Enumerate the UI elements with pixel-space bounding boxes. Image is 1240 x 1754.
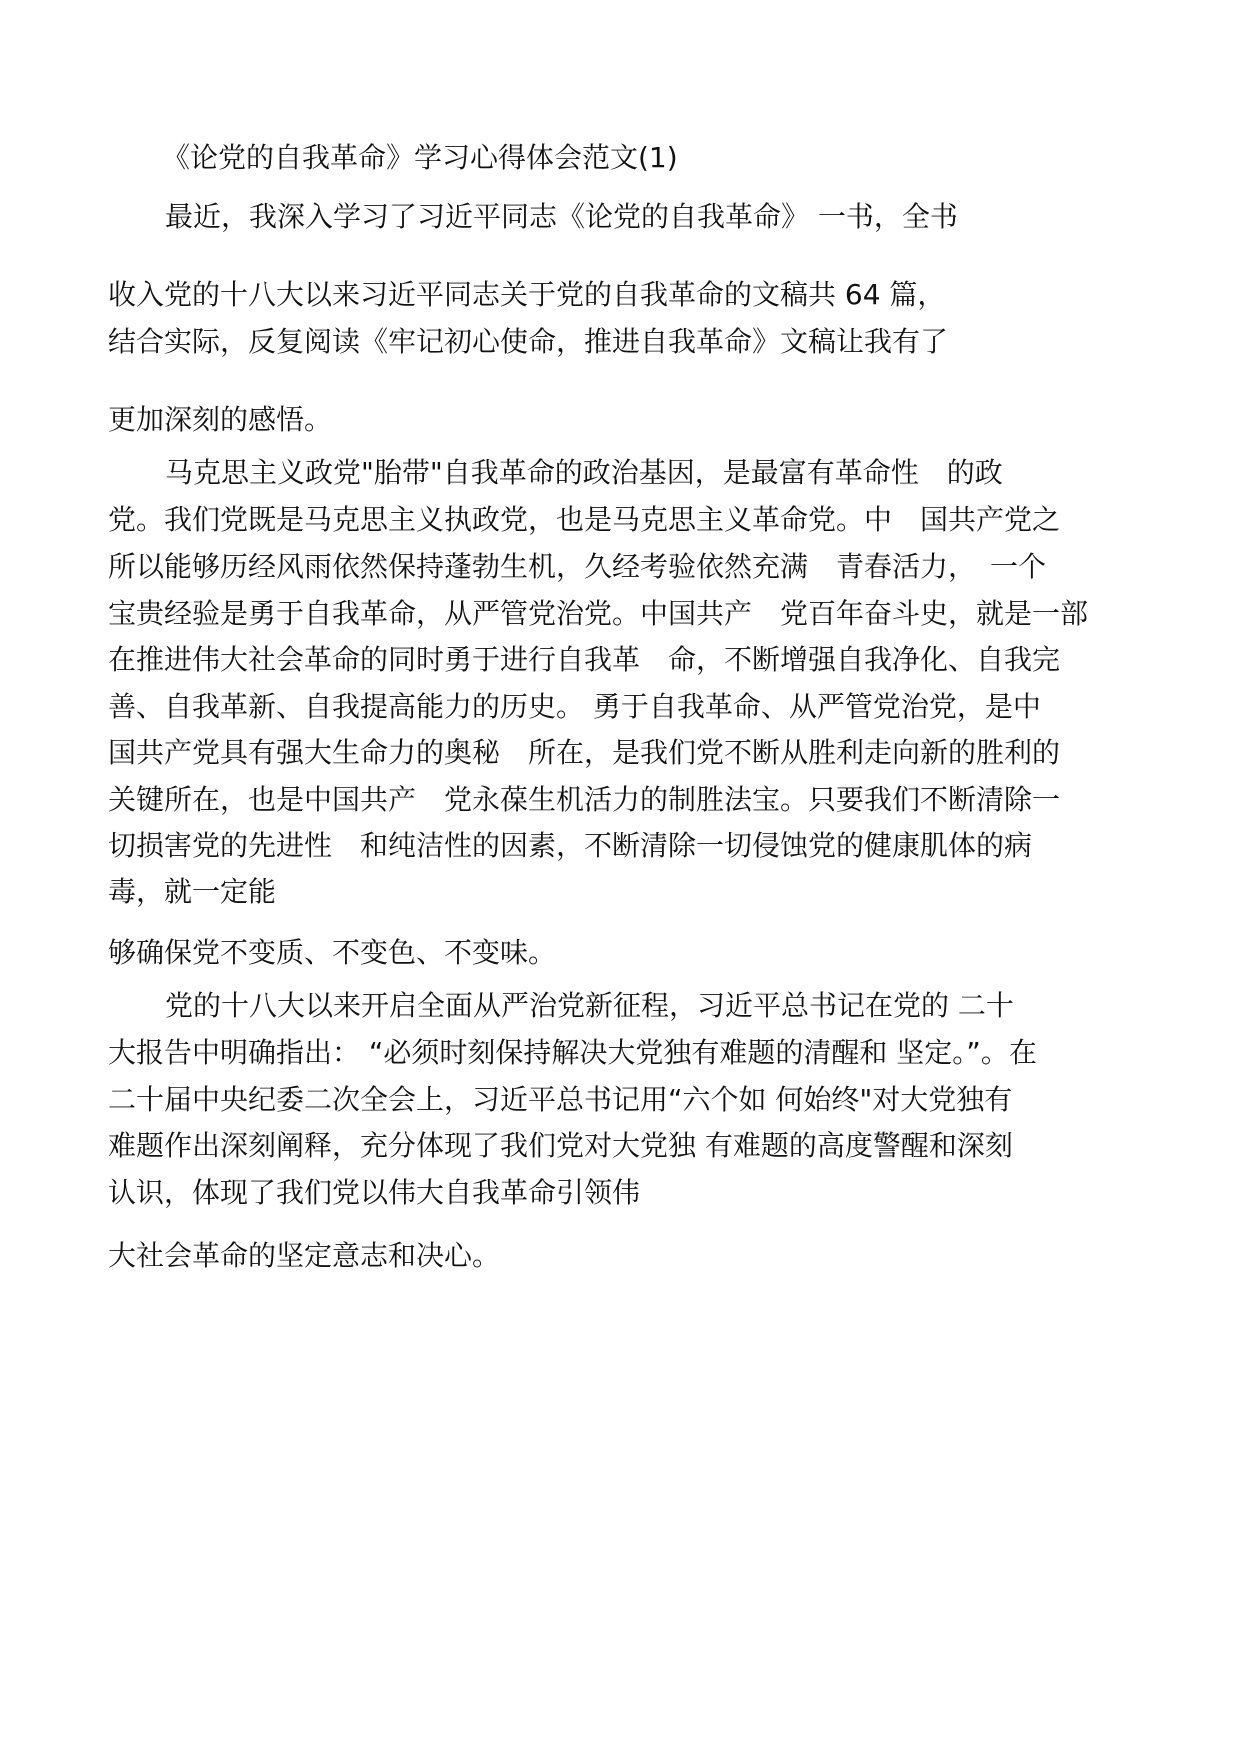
paragraph-line: 够确保党不变质、不变色、不变味。 (108, 936, 557, 969)
paragraph-line: 更加深刻的感悟。 (108, 403, 333, 436)
paragraph-line: 所以能够历经风雨依然保持蓬勃生机，久经考验依然充满 青春活力， 一个 (108, 550, 1047, 583)
paragraph-line: 大社会革命的坚定意志和决心。 (108, 1239, 501, 1272)
paragraph-line: 马克思主义政党"胎带"自我革命的政治基因，是最富有革命性 的政 (165, 456, 1003, 489)
paragraph-line: 结合实际，反复阅读《牢记初心使命，推进自我革命》文稿让我有了 (108, 325, 949, 358)
document-title: 《论党的自我革命》学习心得体会范文(1) (162, 141, 678, 174)
paragraph-line: 切损害党的先进性 和纯洁性的因素，不断清除一切侵蚀党的健康肌体的病 (108, 829, 1033, 862)
paragraph-line: 党的十八大以来开启全面从严治党新征程，习近平总书记在党的 二十 (165, 989, 1014, 1022)
paragraph-line: 最近，我深入学习了习近平同志《论党的自我革命》 一书，全书 (165, 200, 958, 233)
paragraph-line: 党。我们党既是马克思主义执政党，也是马克思主义革命党。中 国共产党之 (108, 503, 1061, 536)
paragraph-line: 在推进伟大社会革命的同时勇于进行自我革 命，不断增强自我净化、自我完 (108, 643, 1061, 676)
paragraph-line: 大报告中明确指出： “必须时刻保持解决大党独有难题的清醒和 坚定。”。在 (108, 1036, 1037, 1069)
paragraph-line: 善、自我革新、自我提高能力的历史。 勇于自我革命、从严管党治党，是中 (108, 690, 1041, 723)
paragraph-line: 认识，体现了我们党以伟大自我革命引领伟 (108, 1176, 641, 1209)
paragraph-line: 宝贵经验是勇于自我革命，从严管党治党。中国共产 党百年奋斗史，就是一部 (108, 597, 1089, 630)
paragraph-line: 二十届中央纪委二次全会上，习近平总书记用“六个如 何始终"对大党独有 (108, 1083, 1013, 1116)
paragraph-line: 关键所在，也是中国共产 党永葆生机活力的制胜法宝。只要我们不断清除一 (108, 783, 1061, 816)
paragraph-line: 国共产党具有强大生命力的奥秘 所在，是我们党不断从胜利走向新的胜利的 (108, 736, 1061, 769)
paragraph-line: 毒，就一定能 (108, 875, 277, 908)
paragraph-line: 收入党的十八大以来习近平同志关于党的自我革命的文稿共 64 篇， (108, 278, 946, 311)
paragraph-line: 难题作出深刻阐释，充分体现了我们党对大党独 有难题的高度警醒和深刻 (108, 1129, 1013, 1162)
